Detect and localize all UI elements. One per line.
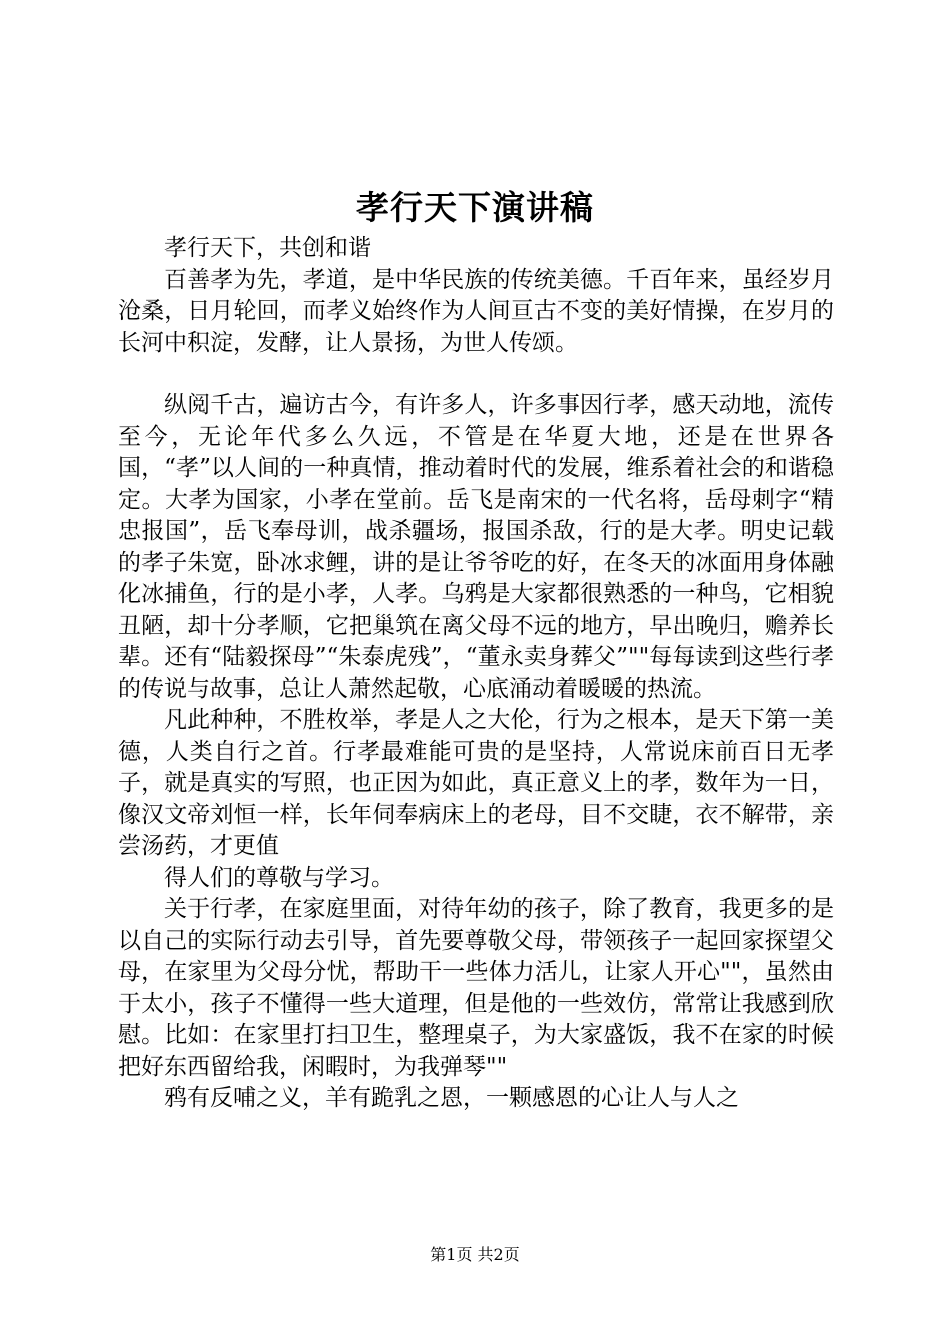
page-number-footer: 第1页 共2页	[430, 1245, 520, 1264]
paragraph: 百善孝为先，孝道，是中华民族的传统美德。千百年来，虽经岁月沧桑，日月轮回，而孝义始终作为人间亘古不变的美好情操，在岁月的长河中积淀，发酵，让人景扬，为世人传颂。	[118, 266, 834, 356]
paragraph: 凡此种种，不胜枚举，孝是人之大伦，行为之根本，是天下第一美德，人类自行之首。行孝最难能可贵的是坚持，人常说床前百日无孝子，就是真实的写照，也正因为如此，真正意义上的孝，数年为一日，像汉文帝刘恒一样，长年伺奉病床上的老母，目不交睫，衣不解带，亲尝汤药，才更值	[118, 707, 834, 859]
paragraph: 关于行孝，在家庭里面，对待年幼的孩子，除了教育，我更多的是以自己的实际行动去引导，首先要尊敬父母，带领孩子一起回家探望父母，在家里为父母分忧，帮助干一些体力活儿，让家人开心""，虽然由于太小，孩子不懂得一些大道理，但是他的一些效仿，常常让我感到欣慰。比如：在家里打扫卫生，整理桌子，为大家盛饭，我不在家的时候把好东西留给我，闲暇时，为我弹琴""	[118, 896, 834, 1080]
document-body	[118, 233, 834, 1115]
document-title: 孝行天下演讲稿	[356, 188, 594, 227]
paragraph: 得人们的尊敬与学习。	[164, 864, 394, 891]
paragraph: 鸦有反哺之义，羊有跪乳之恩，一颗感恩的心让人与人之	[164, 1085, 739, 1111]
paragraph: 纵阅千古，遍访古今，有许多人，许多事因行孝，感天动地，流传至今，无论年代多么久远，不管是在华夏大地，还是在世界各国，“孝”以人间的一种真情，推动着时代的发展，维系着社会的和谐稳定。大孝为国家，小孝在堂前。岳飞是南宋的一代名将，岳母刺字“精忠报国”，岳飞奉母训，战杀疆场，报国杀敌，行的是大孝。明史记载的孝子朱宽，卧冰求鲤，讲的是让爷爷吃的好，在冬天的冰面用身体融化冰捕鱼，行的是小孝，人孝。乌鸦是大家都很熟悉的一种鸟，它相貌丑陋，却十分孝顺，它把巢筑在离父母不远的地方，早出晚归，赡养长辈。还有“陆毅探母”“朱泰虎残”，“董永卖身葬父”""每每读到这些行孝的传说与故事，总让人萧然起敬，心底涌动着暖暖的热流。	[118, 392, 834, 702]
paragraph-subtitle: 孝行天下，共创和谐	[164, 235, 371, 261]
